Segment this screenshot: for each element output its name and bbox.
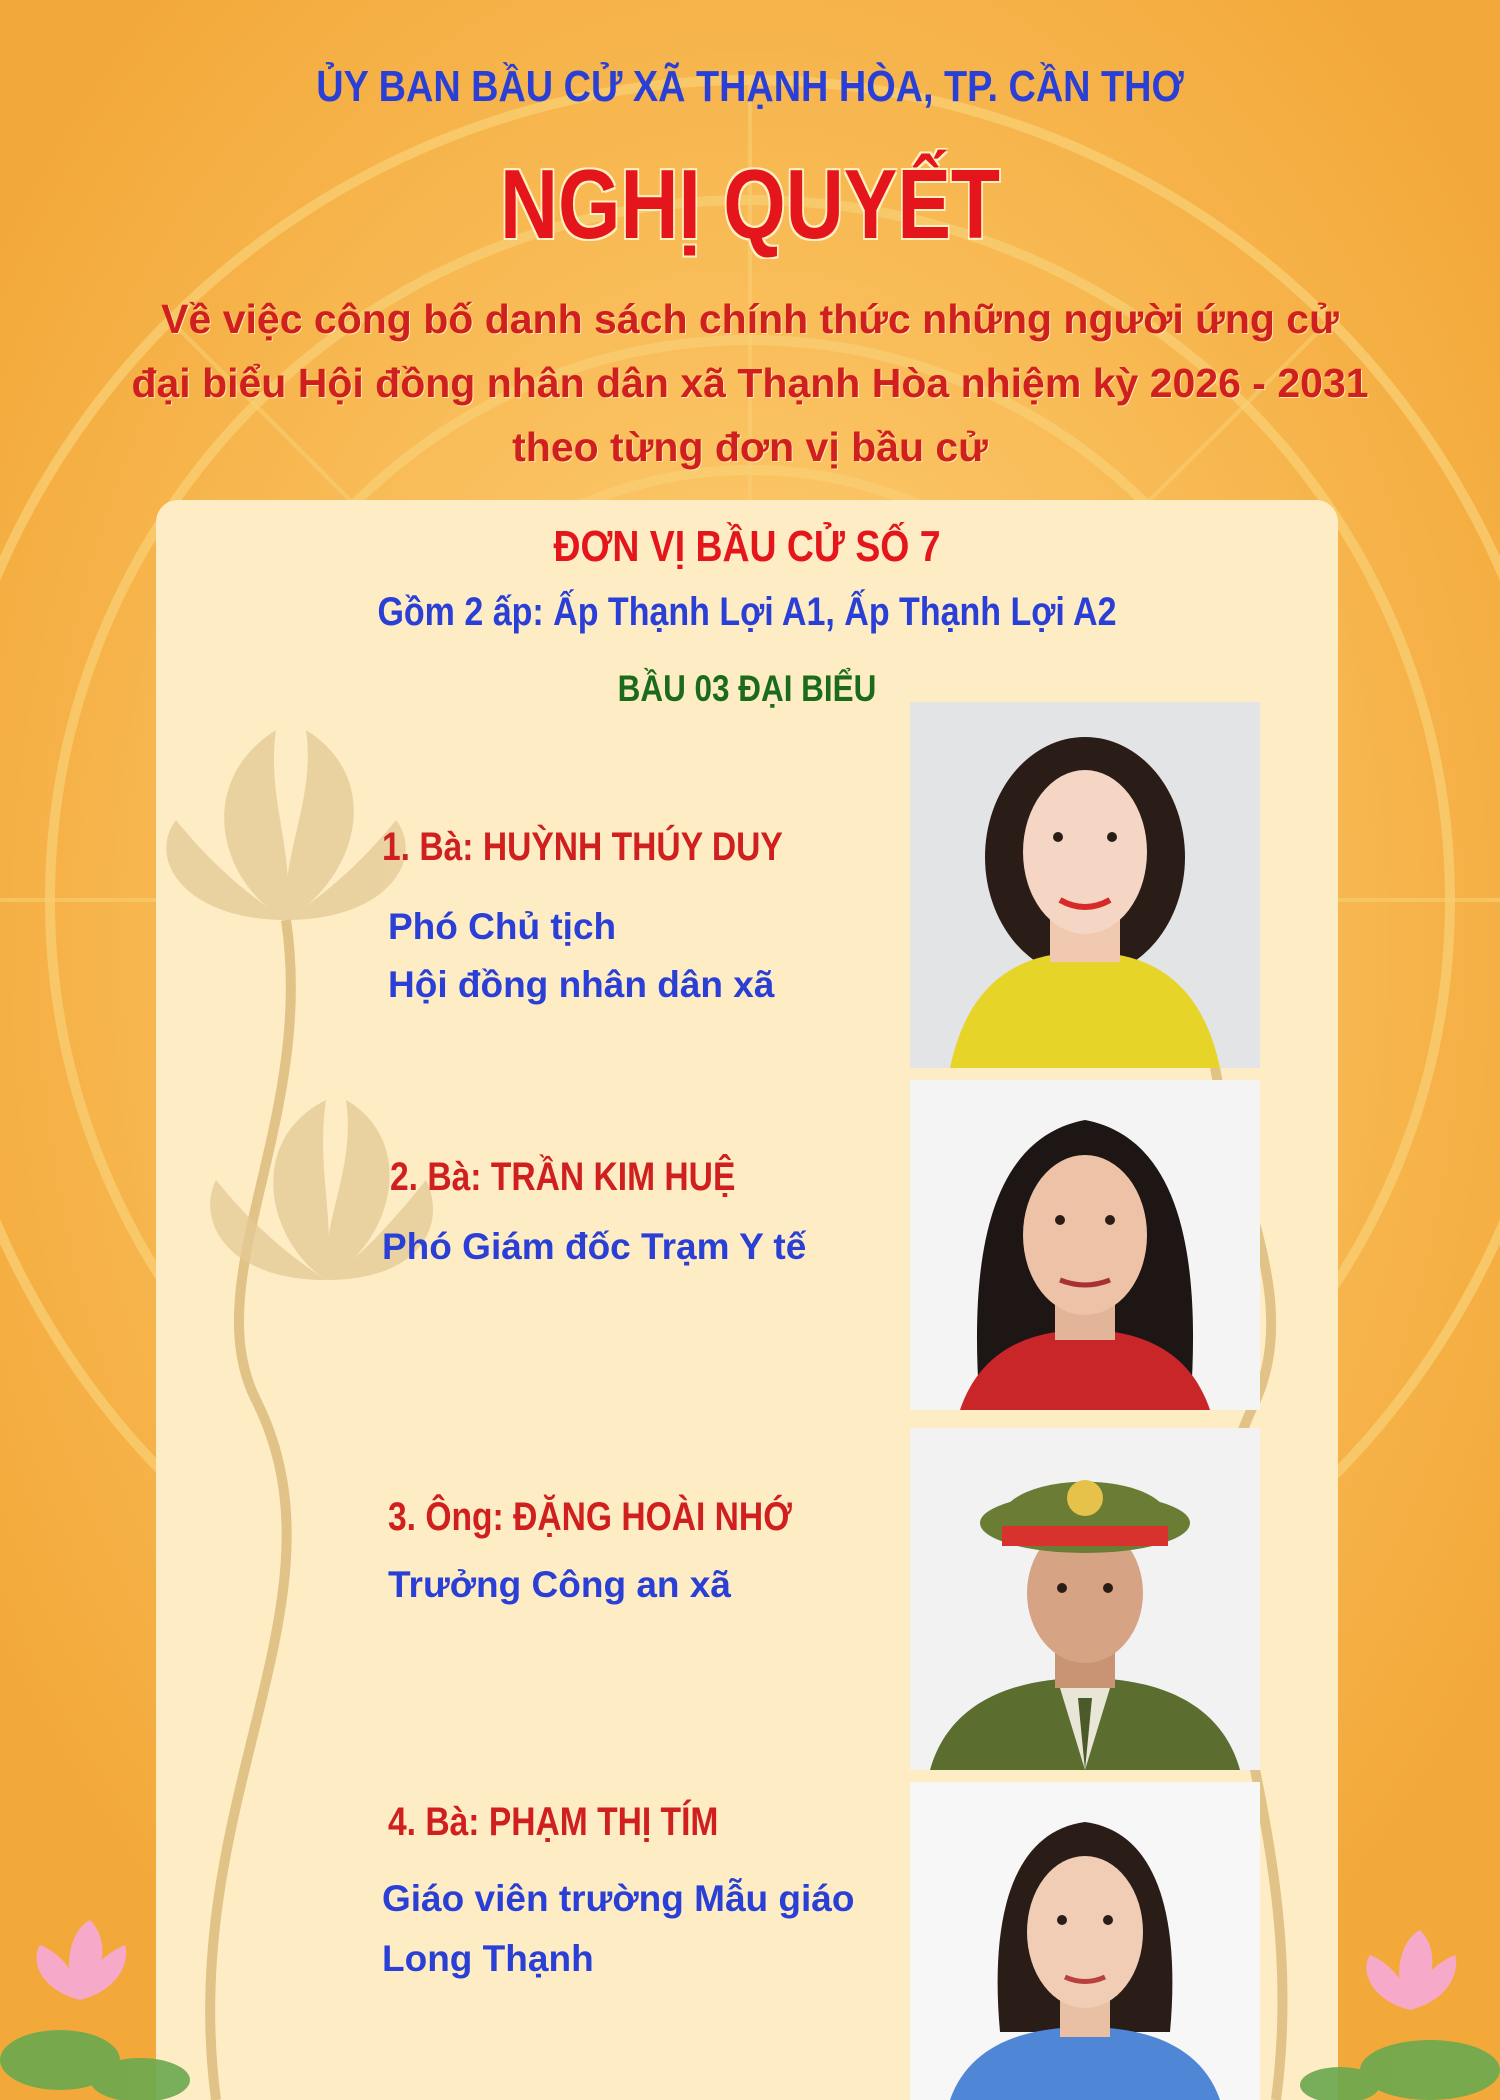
candidate-2-position-line-1: Phó Giám đốc Trạm Y tế [382, 1226, 807, 1267]
candidate-2-photo [910, 1080, 1260, 1410]
candidate-1-photo [910, 702, 1260, 1068]
candidate-1-position-line-2: Hội đồng nhân dân xã [388, 964, 775, 1005]
candidate-4-position-line-1: Giáo viên trường Mẫu giáo [382, 1878, 855, 1919]
candidate-4-name: 4. Bà: PHẠM THỊ TÍM [388, 1800, 719, 1844]
electoral-unit-title: ĐƠN VỊ BẦU CỬ SỐ 7 [553, 522, 941, 571]
candidate-4-photo [910, 1782, 1260, 2100]
candidate-3-position-line-1: Trưởng Công an xã [388, 1564, 731, 1605]
candidate-2-name: 2. Bà: TRẦN KIM HUỆ [390, 1155, 736, 1199]
candidate-1-position-line-1: Phó Chủ tịch [388, 906, 617, 947]
lotus-flower-left-decoration [0, 1880, 190, 2100]
organization-name: ỦY BAN BẦU CỬ XÃ THẠNH HÒA, TP. CẦN THƠ [316, 62, 1184, 111]
seats-count: BẦU 03 ĐẠI BIỂU [617, 668, 877, 709]
document-title: NGHỊ QUYẾT [499, 149, 1001, 259]
subtitle-line-2: đại biểu Hội đồng nhân dân xã Thạnh Hòa nhiệm kỳ 2026 - 2031 [131, 360, 1369, 406]
electoral-unit-area: Gồm 2 ấp: Ấp Thạnh Lợi A1, Ấp Thạnh Lợi A2 [377, 590, 1117, 634]
subtitle-line-3: theo từng đơn vị bầu cử [512, 424, 988, 470]
lotus-flower-right-decoration [1300, 1880, 1500, 2100]
candidate-3-photo [910, 1428, 1260, 1770]
candidate-1-name: 1. Bà: HUỲNH THÚY DUY [382, 825, 783, 869]
candidate-4-position-line-2: Long Thạnh [382, 1938, 594, 1979]
candidate-3-name: 3. Ông: ĐẶNG HOÀI NHỚ [388, 1495, 792, 1539]
subtitle-line-1: Về việc công bố danh sách chính thức những người ứng cử [161, 296, 1339, 342]
